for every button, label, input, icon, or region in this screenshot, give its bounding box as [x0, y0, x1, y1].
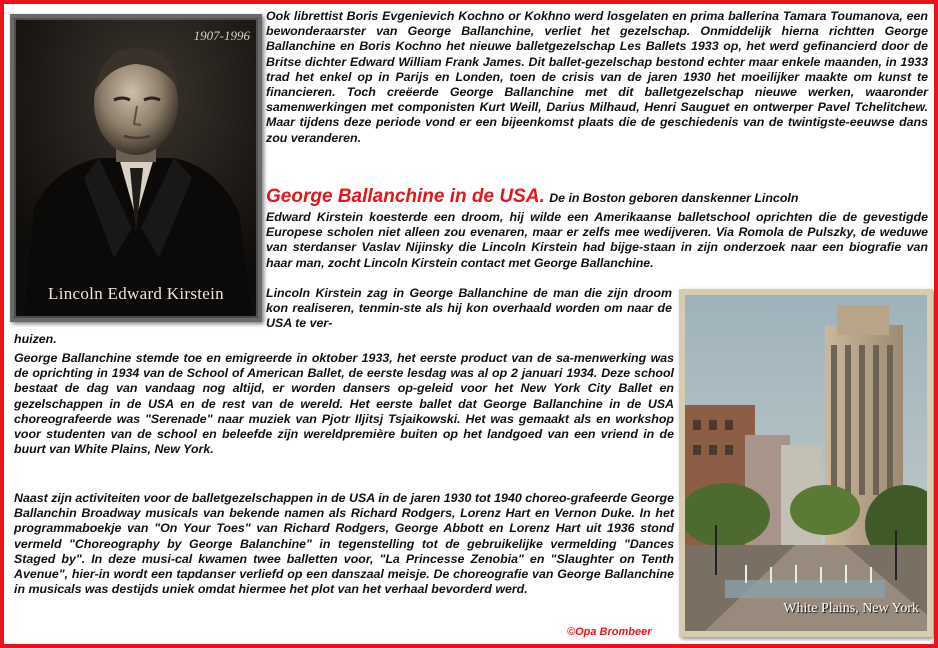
- usa-paragraph-a: Edward Kirstein koesterde een droom, hij wilde een Amerikaanse balletschool oprichten die de gevestigde Europese scholen niet alleen zou evenaren, maar er zelfs mee wedijveren. Via Romola de Pulszky, de weduwe van sterdanser Vaslav Nijinsky die Lincoln Kirstein had bijge-staan in zijn onderzoek naar een biografie van haar man, zocht Lincoln Kirstein contact met George Ballanchine.: [266, 210, 928, 270]
- usa-first-line: De in Boston geboren danskenner Lincoln: [549, 191, 799, 205]
- portrait-frame: [10, 14, 262, 322]
- photo-frame: [679, 289, 933, 637]
- portrait-caption: Lincoln Edward Kirstein: [48, 284, 224, 303]
- usa-paragraph-c: huizen.: [14, 332, 57, 346]
- photo-caption: White Plains, New York: [783, 601, 919, 616]
- portrait-photo: [14, 18, 258, 318]
- portrait-illustration: [14, 18, 258, 318]
- portrait-years: 1907-1996: [193, 28, 250, 43]
- copyright-notice: ©Opa Brombeer: [567, 626, 652, 638]
- usa-paragraph-b: Lincoln Kirstein zag in George Ballanchine de man die zijn droom kon realiseren, tenmin-ste als hij kon overhaald worden om naar de USA te ver-: [266, 286, 672, 331]
- city-illustration: [685, 295, 927, 631]
- founding-paragraph: George Ballanchine stemde toe en emigreerde in oktober 1933, het eerste product van de sa-menwerking was de oprichting in 1934 van de School of American Ballet, de eerste lesdag was al op 2 januari 1934. Deze school bestaat de dag van vandaag nog altijd, er worden dansers op-geleid voor het New York City Ballet en gezelschappen in de USA en de rest van de wereld. Het eerste ballet dat George Ballanchine in de USA choreografeerde was "Serenade" naar muziek van Pjotr Iljitsj Tsjaikowski. Het was gemaakt als en workshop voor studenten van de school en beleefde zijn wereldpremière buiten op het landgoed van een vriend in de buurt van White Plains, New York.: [14, 351, 674, 457]
- usa-heading-line: [266, 186, 928, 208]
- intro-paragraph: Ook librettist Boris Evgenievich Kochno or Kokhno werd losgelaten en prima ballerina Tamara Toumanova, een bewonderaarster van George Ballanchine, verliet het gezelschap. Onmiddelijk hierna richtten George Ballanchine en Boris Kochno het nieuwe balletgezelschap Les Ballets 1933 op, het werd gefinancierd door de Britse dichter Edward William Frank James. Dit ballet-gezelschap bestond echter maar enkele maanden, in 1933 trad het enkel op in Parijs en Londen, toen de crisis van de jaren 1930 het moeilijker maakte om kunst te financieren. Toch creëerde George Ballanchine met dit balletgezelschap nieuwe werken, waaronder samenwerkingen met componisten Kurt Weill, Darius Milhaud, Henri Sauguet en ontwerper Pavel Tchelitchew. Maar tijdens deze periode vond er een bijeenkomst plaats die de geschiedenis van de twintigste-eeuwse dans zou veranderen.: [266, 9, 928, 145]
- white-plains-photo: [685, 295, 927, 631]
- section-heading: George Ballanchine in de USA.: [266, 186, 545, 207]
- broadway-paragraph: Naast zijn activiteiten voor de balletgezelschappen in de USA in de jaren 1930 tot 1940 choreo-grafeerde George Ballanchin Broadway musicals van bekende namen als Richard Rodgers, Lorenz Hart en Vernon Duke. In het programmaboekje van "On Your Toes" van Richard Rodgers, George Abbott en Lorenz Hart uit 1936 stond vermeld "Choreography by George Balanchine" in tegenstelling tot de gebruikelijke vermelding "Dances Staged by". In deze musi-cal kwamen twee balletten voor, "La Princesse Zenobia" en "Slaughter on Tenth Avenue", hier-in wordt een tapdanser verliefd op een danszaal meisje. De choreografie van George Ballanchine in musicals was destijds uniek omdat hiermee het plot van het verhaal bevorderd werd.: [14, 491, 674, 597]
